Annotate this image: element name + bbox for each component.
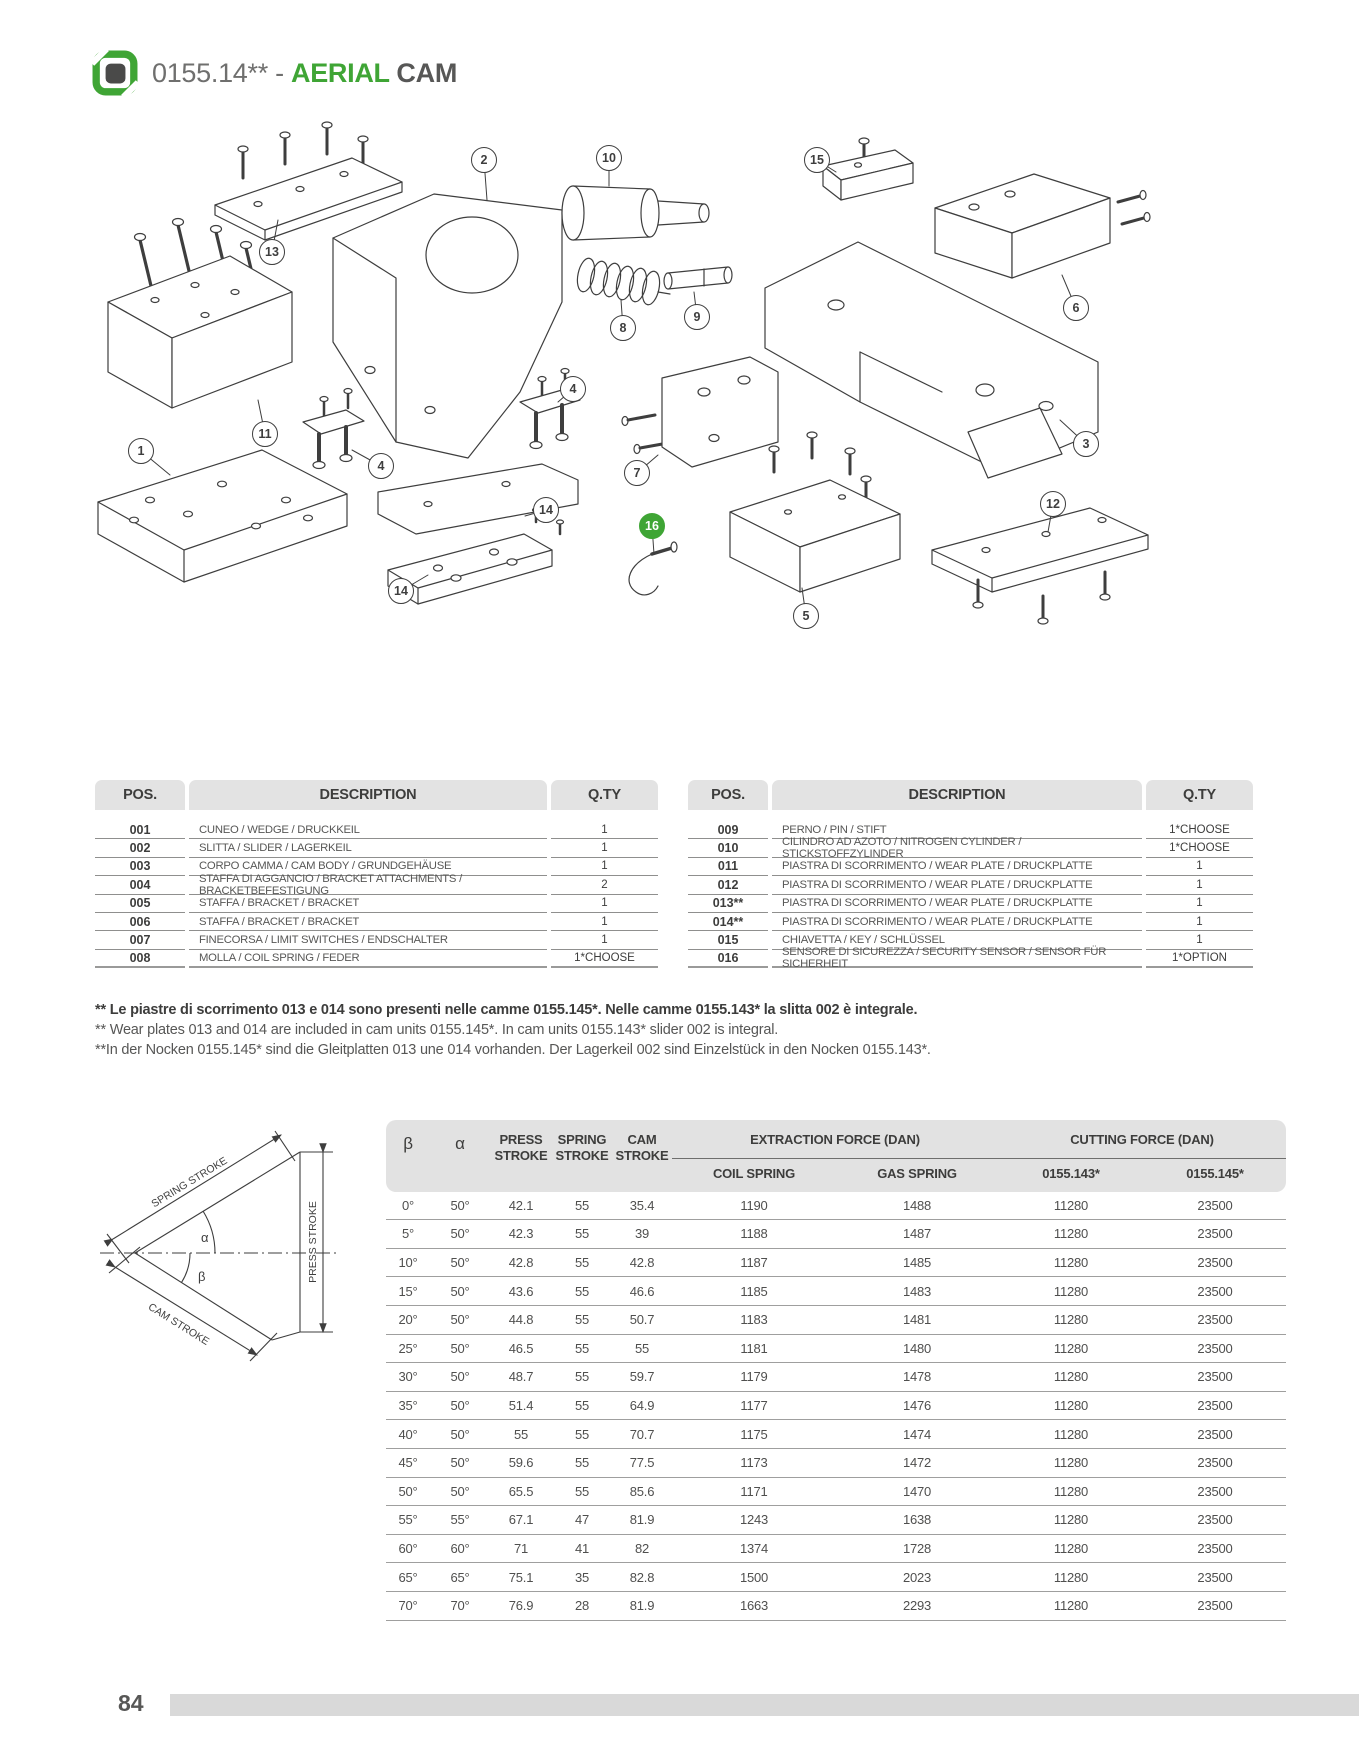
- col-header-alpha: α: [430, 1120, 490, 1192]
- part-qty: 1: [1146, 858, 1253, 876]
- part-pos: 016: [688, 950, 768, 968]
- parts-table-left-header: [95, 780, 658, 810]
- col-header-gas-spring: GAS SPRING: [836, 1159, 998, 1192]
- cam-stroke-value: 39: [612, 1220, 672, 1249]
- gas-spring-force: 1485: [836, 1249, 998, 1278]
- alpha-value: 50°: [430, 1277, 490, 1306]
- part-callout: 14: [533, 497, 559, 523]
- part-qty: 1*OPTION: [1146, 950, 1253, 968]
- gas-spring-force: 2023: [836, 1563, 998, 1592]
- beta-value: 25°: [386, 1335, 430, 1364]
- force-table-row: [386, 1192, 1286, 1221]
- beta-value: 5°: [386, 1220, 430, 1249]
- spring-stroke-value: 55: [552, 1220, 612, 1249]
- alpha-value: 50°: [430, 1306, 490, 1335]
- cutting-force-143: 11280: [998, 1563, 1144, 1592]
- spring-stroke-value: 55: [552, 1306, 612, 1335]
- parts-row: [95, 895, 658, 913]
- gas-spring-force: 1487: [836, 1220, 998, 1249]
- parts-row: [95, 821, 658, 839]
- force-table-row: [386, 1535, 1286, 1564]
- product-code: 0155.14** -: [152, 57, 292, 88]
- part-description: CUNEO / WEDGE / DRUCKKEIL: [189, 821, 547, 839]
- cam-stroke-value: 59.7: [612, 1363, 672, 1392]
- spring-stroke-value: 55: [552, 1249, 612, 1278]
- parts-row: [688, 836, 1253, 861]
- label-spring-stroke: SPRING STROKE: [149, 1154, 230, 1211]
- cutting-force-143: 11280: [998, 1535, 1144, 1564]
- force-table-row: [386, 1220, 1286, 1249]
- coil-spring-force: 1374: [672, 1535, 836, 1564]
- part-description: STAFFA / BRACKET / BRACKET: [189, 895, 547, 913]
- stroke-angle-diagram: [85, 1115, 365, 1405]
- part-009-pin: [664, 267, 732, 289]
- page-header: [92, 50, 457, 96]
- gas-spring-force: 1470: [836, 1478, 998, 1507]
- part-description: PERNO / PIN / STIFT: [772, 821, 1142, 839]
- cam-stroke-value: 70.7: [612, 1420, 672, 1449]
- col-header-coil-spring: COIL SPRING: [672, 1159, 836, 1192]
- alpha-value: 60°: [430, 1535, 490, 1564]
- cutting-force-145: 23500: [1144, 1449, 1286, 1478]
- part-description: PIASTRA DI SCORRIMENTO / WEAR PLATE / DRUCKPLATTE: [772, 913, 1142, 931]
- alpha-value: 50°: [430, 1249, 490, 1278]
- press-stroke-value: 42.3: [490, 1220, 552, 1249]
- spring-stroke-value: 35: [552, 1563, 612, 1592]
- product-name: CAM: [389, 57, 458, 88]
- part-007-limit-switch-plate: [622, 357, 778, 467]
- footnote-italian: ** Le piastre di scorrimento 013 e 014 sono presenti nelle camme 0155.145*. Nelle camme 0155.143* la slitta 002 è integrale.: [95, 1002, 918, 1018]
- beta-value: 35°: [386, 1392, 430, 1421]
- part-016-security-sensor: [629, 542, 677, 595]
- part-pos: 007: [95, 931, 185, 949]
- part-callout: 12: [1040, 491, 1066, 517]
- beta-value: 20°: [386, 1306, 430, 1335]
- part-description: CILINDRO AD AZOTO / NITROGEN CYLINDER / STICKSTOFFZYLINDER: [772, 839, 1142, 857]
- gas-spring-force: 2293: [836, 1592, 998, 1621]
- col-header-spring-stroke: SPRING STROKE: [552, 1120, 612, 1192]
- alpha-value: 50°: [430, 1392, 490, 1421]
- col-header-description: DESCRIPTION: [772, 780, 1142, 810]
- product-name-accent: AERIAL: [291, 57, 390, 88]
- force-table-row: [386, 1449, 1286, 1478]
- force-table-row: [386, 1592, 1286, 1621]
- parts-row: [95, 839, 658, 857]
- part-pos: 013**: [688, 895, 768, 913]
- coil-spring-force: 1185: [672, 1277, 836, 1306]
- part-callout: 14: [388, 578, 414, 604]
- cutting-force-145: 23500: [1144, 1535, 1286, 1564]
- part-003-cam-body: [333, 194, 562, 458]
- col-header-press-stroke: PRESS STROKE: [490, 1120, 552, 1192]
- part-callout: 11: [252, 421, 278, 447]
- press-stroke-value: 43.6: [490, 1277, 552, 1306]
- cutting-force-145: 23500: [1144, 1363, 1286, 1392]
- coil-spring-force: 1187: [672, 1249, 836, 1278]
- label-cam-stroke: CAM STROKE: [145, 1300, 212, 1348]
- coil-spring-force: 1500: [672, 1563, 836, 1592]
- press-stroke-value: 65.5: [490, 1478, 552, 1507]
- beta-value: 65°: [386, 1563, 430, 1592]
- press-stroke-value: 55: [490, 1420, 552, 1449]
- gas-spring-force: 1476: [836, 1392, 998, 1421]
- col-group-cutting-force: CUTTING FORCE (DAN): [998, 1120, 1286, 1159]
- coil-spring-force: 1173: [672, 1449, 836, 1478]
- force-table-row: [386, 1420, 1286, 1449]
- label-alpha: α: [201, 1230, 209, 1245]
- part-description: PIASTRA DI SCORRIMENTO / WEAR PLATE / DRUCKPLATTE: [772, 895, 1142, 913]
- cutting-force-143: 11280: [998, 1249, 1144, 1278]
- cutting-force-143: 11280: [998, 1478, 1144, 1507]
- part-qty: 1: [551, 821, 658, 839]
- force-table-row: [386, 1363, 1286, 1392]
- cam-stroke-value: 81.9: [612, 1506, 672, 1535]
- part-description: SENSORE DI SICUREZZA / SECURITY SENSOR / SENSOR FÜR SICHERHEIT: [772, 950, 1142, 968]
- force-table-row: [386, 1506, 1286, 1535]
- alpha-value: 50°: [430, 1420, 490, 1449]
- gas-spring-force: 1638: [836, 1506, 998, 1535]
- part-description: PIASTRA DI SCORRIMENTO / WEAR PLATE / DRUCKPLATTE: [772, 858, 1142, 876]
- spring-stroke-value: 41: [552, 1535, 612, 1564]
- col-header-0155-145: 0155.145*: [1144, 1159, 1286, 1192]
- part-callout: 15: [804, 147, 830, 173]
- part-description: FINECORSA / LIMIT SWITCHES / ENDSCHALTER: [189, 931, 547, 949]
- gas-spring-force: 1481: [836, 1306, 998, 1335]
- part-callout: 4: [368, 453, 394, 479]
- force-table-row: [386, 1335, 1286, 1364]
- part-description: CORPO CAMMA / CAM BODY / GRUNDGEHÄUSE: [189, 858, 547, 876]
- page-number: 84: [118, 1690, 144, 1716]
- gas-spring-force: 1472: [836, 1449, 998, 1478]
- parts-row: [95, 950, 658, 968]
- cam-stroke-value: 35.4: [612, 1192, 672, 1221]
- part-description: MOLLA / COIL SPRING / FEDER: [189, 950, 547, 968]
- cam-stroke-value: 82.8: [612, 1563, 672, 1592]
- part-qty: 1: [1146, 876, 1253, 894]
- force-table-row: [386, 1478, 1286, 1507]
- beta-value: 55°: [386, 1506, 430, 1535]
- cutting-force-143: 11280: [998, 1506, 1144, 1535]
- part-description: STAFFA / BRACKET / BRACKET: [189, 913, 547, 931]
- cam-stroke-value: 50.7: [612, 1306, 672, 1335]
- footnote-english: ** Wear plates 013 and 014 are included in cam units 0155.145*. In cam units 0155.143* slider 002 is integral.: [95, 1022, 779, 1038]
- coil-spring-force: 1243: [672, 1506, 836, 1535]
- part-015-key: [823, 138, 913, 200]
- col-group-extraction-force: EXTRACTION FORCE (DAN): [672, 1120, 998, 1159]
- part-pos: 012: [688, 876, 768, 894]
- spring-stroke-value: 55: [552, 1420, 612, 1449]
- col-header-pos: POS.: [95, 780, 185, 810]
- cutting-force-143: 11280: [998, 1306, 1144, 1335]
- gas-spring-force: 1474: [836, 1420, 998, 1449]
- part-callout: 1: [128, 438, 154, 464]
- alpha-value: 70°: [430, 1592, 490, 1621]
- cam-stroke-value: 46.6: [612, 1277, 672, 1306]
- parts-row: [95, 872, 658, 897]
- part-callout: 13: [259, 239, 285, 265]
- press-stroke-value: 48.7: [490, 1363, 552, 1392]
- press-stroke-value: 44.8: [490, 1306, 552, 1335]
- col-header-beta: β: [386, 1120, 430, 1192]
- cutting-force-145: 23500: [1144, 1420, 1286, 1449]
- part-callout: 3: [1073, 431, 1099, 457]
- spring-stroke-value: 55: [552, 1478, 612, 1507]
- part-callout: 4: [560, 376, 586, 402]
- part-pos: 003: [95, 858, 185, 876]
- coil-spring-force: 1190: [672, 1192, 836, 1221]
- force-table-row: [386, 1392, 1286, 1421]
- cutting-force-143: 11280: [998, 1420, 1144, 1449]
- press-stroke-value: 46.5: [490, 1335, 552, 1364]
- col-header-0155-143: 0155.143*: [998, 1159, 1144, 1192]
- coil-spring-force: 1175: [672, 1420, 836, 1449]
- part-qty: 1: [551, 858, 658, 876]
- cutting-force-145: 23500: [1144, 1335, 1286, 1364]
- force-table-row: [386, 1277, 1286, 1306]
- cam-stroke-value: 81.9: [612, 1592, 672, 1621]
- press-stroke-value: 42.1: [490, 1192, 552, 1221]
- force-table-row: [386, 1306, 1286, 1335]
- press-stroke-value: 51.4: [490, 1392, 552, 1421]
- part-pos: 009: [688, 821, 768, 839]
- coil-spring-force: 1183: [672, 1306, 836, 1335]
- gas-spring-force: 1728: [836, 1535, 998, 1564]
- beta-value: 40°: [386, 1420, 430, 1449]
- part-callout: 9: [684, 304, 710, 330]
- cam-stroke-value: 82: [612, 1535, 672, 1564]
- part-004-bracket-b: [303, 389, 364, 469]
- col-header-description: DESCRIPTION: [189, 780, 547, 810]
- cam-stroke-value: 55: [612, 1335, 672, 1364]
- col-header-cam-stroke: CAM STROKE: [612, 1120, 672, 1192]
- cutting-force-145: 23500: [1144, 1249, 1286, 1278]
- exploded-parts-drawing: [0, 120, 1359, 685]
- coil-spring-force: 1177: [672, 1392, 836, 1421]
- part-pos: 011: [688, 858, 768, 876]
- gas-spring-force: 1488: [836, 1192, 998, 1221]
- cutting-force-145: 23500: [1144, 1563, 1286, 1592]
- part-qty: 1: [1146, 931, 1253, 949]
- part-pos: 008: [95, 950, 185, 968]
- alpha-value: 55°: [430, 1506, 490, 1535]
- part-pos: 010: [688, 839, 768, 857]
- part-callout: 2: [471, 147, 497, 173]
- beta-value: 50°: [386, 1478, 430, 1507]
- label-press-stroke: PRESS STROKE: [307, 1201, 319, 1283]
- part-pos: 006: [95, 913, 185, 931]
- part-callout: 16: [639, 513, 665, 539]
- part-qty: 1: [551, 895, 658, 913]
- cam-stroke-value: 64.9: [612, 1392, 672, 1421]
- parts-row: [95, 931, 658, 949]
- part-pos: 002: [95, 839, 185, 857]
- part-description: CHIAVETTA / KEY / SCHLÜSSEL: [772, 931, 1142, 949]
- cutting-force-145: 23500: [1144, 1392, 1286, 1421]
- part-callout: 7: [624, 460, 650, 486]
- part-008-coil-spring: [575, 257, 670, 307]
- parts-table-left: [95, 780, 658, 968]
- part-callout: 6: [1063, 295, 1089, 321]
- coil-spring-force: 1181: [672, 1335, 836, 1364]
- press-stroke-value: 75.1: [490, 1563, 552, 1592]
- part-pos: 015: [688, 931, 768, 949]
- alpha-value: 50°: [430, 1478, 490, 1507]
- coil-spring-force: 1179: [672, 1363, 836, 1392]
- footnotes: [95, 1000, 931, 1060]
- alpha-value: 50°: [430, 1449, 490, 1478]
- label-beta: β: [198, 1269, 206, 1284]
- part-description: PIASTRA DI SCORRIMENTO / WEAR PLATE / DRUCKPLATTE: [772, 876, 1142, 894]
- press-stroke-value: 76.9: [490, 1592, 552, 1621]
- col-header-qty: Q.TY: [1146, 780, 1253, 810]
- cam-stroke-value: 42.8: [612, 1249, 672, 1278]
- part-qty: 1*CHOOSE: [1146, 821, 1253, 839]
- spring-stroke-value: 55: [552, 1192, 612, 1221]
- press-stroke-value: 59.6: [490, 1449, 552, 1478]
- spring-stroke-value: 55: [552, 1277, 612, 1306]
- part-005-bracket-block: [730, 432, 900, 592]
- coil-spring-force: 1171: [672, 1478, 836, 1507]
- footer-bar: [170, 1694, 1359, 1716]
- part-qty: 1: [1146, 913, 1253, 931]
- parts-table-right: [688, 780, 1253, 968]
- beta-value: 0°: [386, 1192, 430, 1221]
- part-qty: 1*CHOOSE: [551, 950, 658, 968]
- spring-stroke-value: 28: [552, 1592, 612, 1621]
- parts-row: [688, 945, 1253, 970]
- col-header-qty: Q.TY: [551, 780, 658, 810]
- cutting-force-143: 11280: [998, 1592, 1144, 1621]
- spring-stroke-value: 55: [552, 1335, 612, 1364]
- alpha-value: 65°: [430, 1563, 490, 1592]
- beta-value: 30°: [386, 1363, 430, 1392]
- cutting-force-145: 23500: [1144, 1192, 1286, 1221]
- cutting-force-143: 11280: [998, 1192, 1144, 1221]
- cam-stroke-value: 85.6: [612, 1478, 672, 1507]
- force-table-row: [386, 1563, 1286, 1592]
- cutting-force-143: 11280: [998, 1363, 1144, 1392]
- part-qty: 2: [551, 876, 658, 894]
- alpha-value: 50°: [430, 1220, 490, 1249]
- cutting-force-143: 11280: [998, 1449, 1144, 1478]
- part-001-wedge-base: [98, 450, 347, 582]
- part-qty: 1: [551, 839, 658, 857]
- cutting-force-145: 23500: [1144, 1306, 1286, 1335]
- cutting-force-143: 11280: [998, 1277, 1144, 1306]
- cutting-force-145: 23500: [1144, 1506, 1286, 1535]
- beta-value: 15°: [386, 1277, 430, 1306]
- cutting-force-143: 11280: [998, 1335, 1144, 1364]
- part-pos: 004: [95, 876, 185, 894]
- press-stroke-value: 67.1: [490, 1506, 552, 1535]
- part-large-right-body: [765, 242, 1098, 478]
- parts-table-right-header: [688, 780, 1253, 810]
- beta-value: 70°: [386, 1592, 430, 1621]
- parts-row: [688, 876, 1253, 894]
- cutting-force-145: 23500: [1144, 1220, 1286, 1249]
- cutting-force-145: 23500: [1144, 1592, 1286, 1621]
- part-pos: 005: [95, 895, 185, 913]
- cam-stroke-value: 77.5: [612, 1449, 672, 1478]
- force-table-row: [386, 1249, 1286, 1278]
- press-stroke-value: 71: [490, 1535, 552, 1564]
- col-header-pos: POS.: [688, 780, 768, 810]
- press-stroke-value: 42.8: [490, 1249, 552, 1278]
- part-qty: 1*CHOOSE: [1146, 839, 1253, 857]
- part-description: SLITTA / SLIDER / LAGERKEIL: [189, 839, 547, 857]
- spring-stroke-value: 55: [552, 1392, 612, 1421]
- coil-spring-force: 1188: [672, 1220, 836, 1249]
- alpha-value: 50°: [430, 1363, 490, 1392]
- parts-row: [688, 913, 1253, 931]
- gas-spring-force: 1478: [836, 1363, 998, 1392]
- part-qty: 1: [551, 931, 658, 949]
- part-callout: 10: [596, 145, 622, 171]
- part-callout: 8: [610, 315, 636, 341]
- footnote-german: **In der Nocken 0155.145* sind die Gleitplatten 013 une 014 vorhanden. Der Lagerkeil 002 sind Einzelstück in den Nocken 0155.143*.: [95, 1042, 931, 1058]
- beta-value: 10°: [386, 1249, 430, 1278]
- brand-logo-icon: [92, 50, 138, 96]
- cutting-force-143: 11280: [998, 1392, 1144, 1421]
- part-pos: 014**: [688, 913, 768, 931]
- force-table: [386, 1120, 1286, 1621]
- part-callout: 5: [793, 603, 819, 629]
- spring-stroke-value: 55: [552, 1449, 612, 1478]
- beta-value: 45°: [386, 1449, 430, 1478]
- cutting-force-145: 23500: [1144, 1478, 1286, 1507]
- alpha-value: 50°: [430, 1192, 490, 1221]
- alpha-value: 50°: [430, 1335, 490, 1364]
- part-description: STAFFA DI AGGANCIO / BRACKET ATTACHMENTS / BRACKETBEFESTIGUNG: [189, 876, 547, 894]
- spring-stroke-value: 47: [552, 1506, 612, 1535]
- part-pos: 001: [95, 821, 185, 839]
- beta-value: 60°: [386, 1535, 430, 1564]
- gas-spring-force: 1483: [836, 1277, 998, 1306]
- part-012-wear-plate: [932, 508, 1148, 624]
- part-010-nitrogen-cylinder: [562, 186, 709, 240]
- cutting-force-143: 11280: [998, 1220, 1144, 1249]
- parts-row: [688, 895, 1253, 913]
- parts-row: [95, 913, 658, 931]
- page-title: [152, 58, 457, 89]
- cutting-force-145: 23500: [1144, 1277, 1286, 1306]
- part-006-bracket: [935, 174, 1150, 278]
- parts-row: [688, 858, 1253, 876]
- spring-stroke-value: 55: [552, 1363, 612, 1392]
- coil-spring-force: 1663: [672, 1592, 836, 1621]
- part-qty: 1: [551, 913, 658, 931]
- part-qty: 1: [1146, 895, 1253, 913]
- gas-spring-force: 1480: [836, 1335, 998, 1364]
